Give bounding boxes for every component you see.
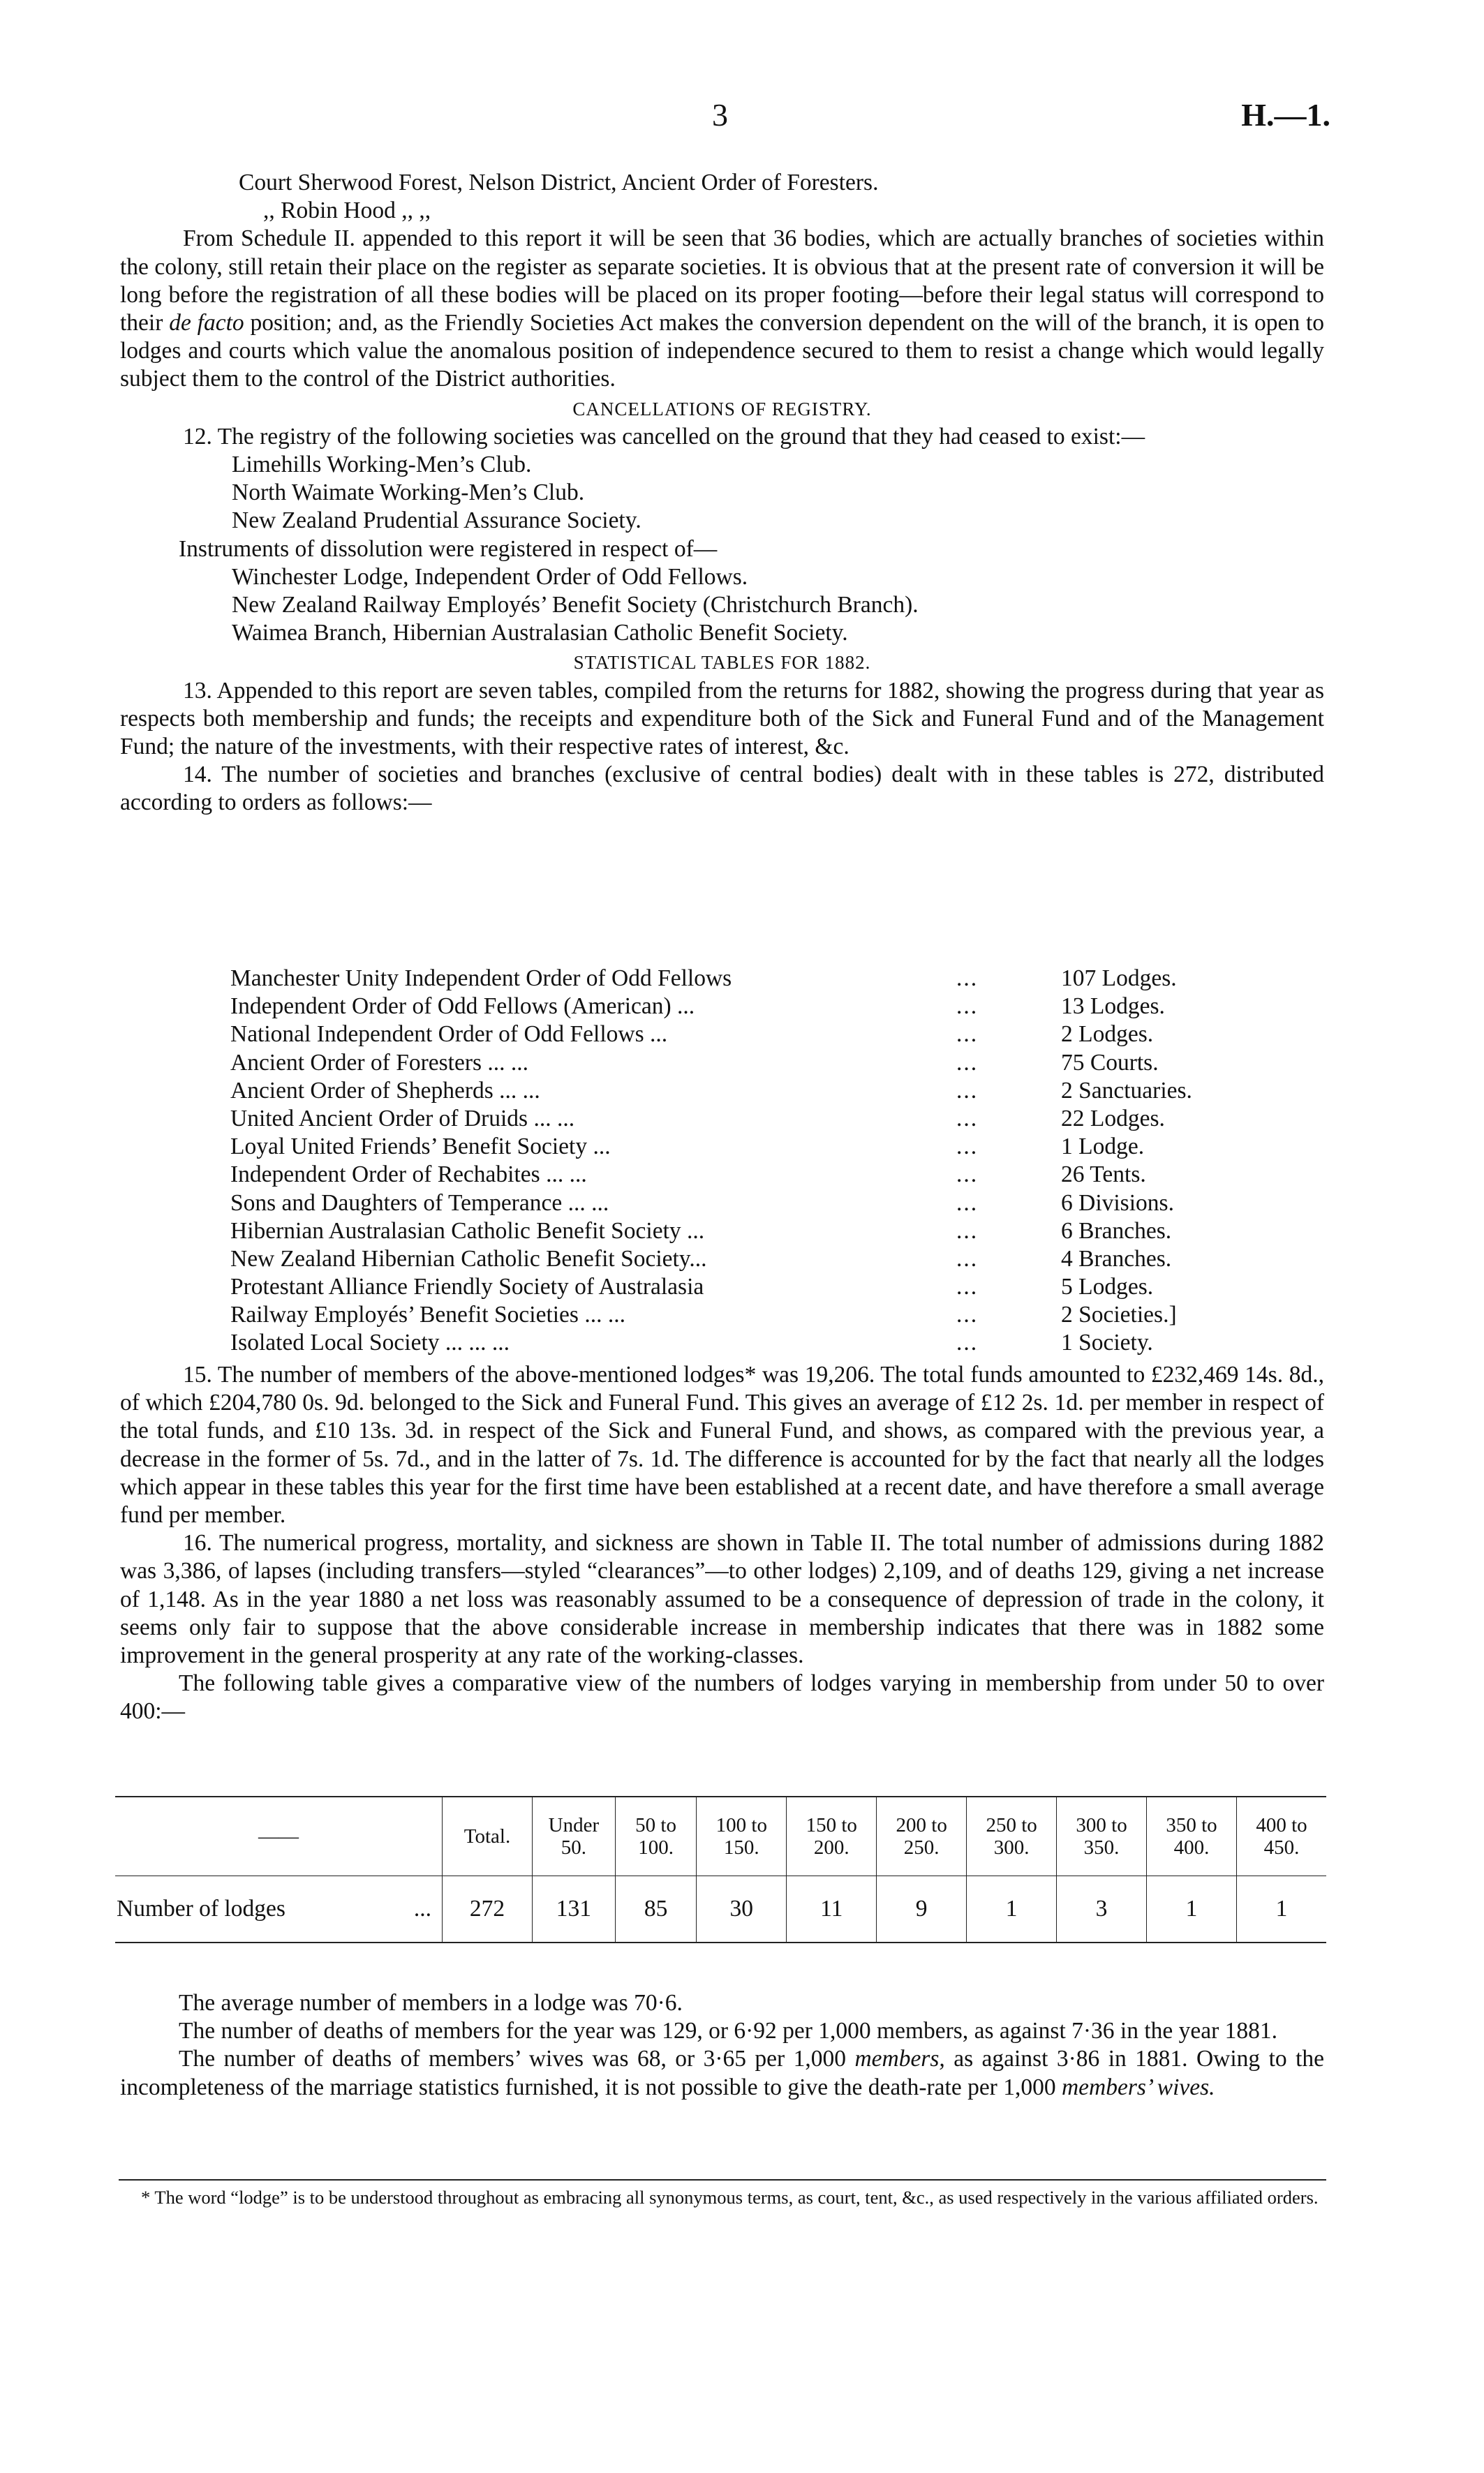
footnote: * The word “lodge” is to be understood throughout as embracing all synonymous terms, as court, tent, &c., as used respectively in the various affiliated orders. (141, 2187, 1319, 2208)
table-cell: 1 (967, 1876, 1057, 1943)
row-label: Number of lodges ... (117, 1896, 431, 1922)
paragraphs-15-16 (120, 1361, 1324, 1726)
table-intro: The following table gives a comparative view of the numbers of lodges varying in membership from under 50 to over 400:— (120, 1670, 1324, 1725)
table-row (115, 1876, 1326, 1943)
statistical-heading: STATISTICAL TABLES FOR 1882. (573, 652, 871, 674)
column-header: 100 to 150. (697, 1797, 787, 1876)
paragraph-16: 16. The numerical progress, mortality, and sickness are shown in Table II. The total number of admissions during 1882 was 3,386, of lapses (including transfers—styled “clearances”—to other lodges) 2,109, and of deaths 129, giving a net increase of 1,148. As in the year 1880 a net loss was reasonably assumed to be a consequence of depression of trade in the colony, it seems only fair to suppose that the above considerable increase in membership indicates that there was in 1882 some improvement in the general prosperity at any rate of the working-classes. (120, 1530, 1324, 1669)
footnote-divider (119, 2179, 1326, 2181)
table-cell: 85 (615, 1876, 696, 1943)
intro-line: Court Sherwood Forest, Nelson District, Ancient Order of Foresters. (239, 170, 879, 195)
intro-line: ,, Robin Hood ,, ,, (263, 198, 431, 224)
paragraph-13: 13. Appended to this report are seven tables, compiled from the returns for 1882, showing the progress during that year as respects both membership and funds; the receipts and expenditure both of the Sick and Funeral Fund and of the Management Fund; the nature of the investments, with their respective rates of interest, &c. (120, 677, 1324, 760)
list-item: Winchester Lodge, Independent Order of Odd Fellows. (232, 563, 748, 590)
post-table-block (120, 1989, 1324, 2102)
paragraph-12: 12. The registry of the following societies was cancelled on the ground that they had ceased to exist:— (183, 423, 1145, 450)
column-header: 50 to 100. (615, 1797, 696, 1876)
deaths-members: The number of deaths of members for the year was 129, or 6·92 per 1,000 members, as against 7·36 in the year 1881. (179, 2018, 1278, 2044)
lodges-membership-table (115, 1796, 1326, 1943)
column-header: Total. (443, 1797, 533, 1876)
column-header: 200 to 250. (877, 1797, 967, 1876)
table-cell: 1 (1147, 1876, 1237, 1943)
document-page: 3 H.—1. Court Sherwood Forest, Nelson District, Ancient Order of Foresters. ,, Robin Hood ,, ,, From Schedule II. appended to this report it will be seen that 36 bodies, which are actually branches of societies within the colony, still retain their place on the register as separate societies. It is obvious that at the present rate of conversion it will be long before the registration of all these bodies will be placed on its proper footing—before their legal status will correspond to their de facto position; and, as the Friendly Societies Act makes the conversion dependent on the will of the branch, it is open to lodges and courts which value the anomalous position of independence secured to them to resist a change which would legally subject them to the control of the District authorities. CANCELLATIONS OF REGISTRY. 12. The registry of the following societies was cancelled on the ground that they had ceased to exist:— Limehills Working-Men’s Club. North Waimate Working-Men’s Club. New Zealand Prudential Assurance Society. Instruments of dissolution were registered in respect of— Winchester Lodge, Independent Order of Odd Fellows. New Zealand Railway Employés’ Benefit Society (Christchurch Branch). Waimea Branch, Hibernian Australasian Catholic Benefit Society. STATISTICAL TABLES FOR 1882. 13. Appended to this report are seven tables, compiled from the returns for 1882, showing the progress during that year as respects both membership and funds; the receipts and expenditure both of the Sick and Funeral Fund and of the Management Fund; the nature of the investments, with their respective rates of interest, &c. 14. The number of societies and branches (exclusive of central bodies) dealt with in these tables is 272, distributed according to orders as follows:— Manchester Unity Independent Order of Odd Fellows ... 107 Lodges. Independent Order of Odd Fellows (American) ... ... 13 Lodges. National Independent Order of Odd Fellows ... ... 2 Lodges. Ancient Order of Foresters ... ... ... 75 Courts. Ancient Order of Shepherds ... ... ... 2 Sanctuaries. United Ancient Order of Druids ... ... ... 22 Lodges. Loyal United Friends’ Benefit Society ... ... 1 Lodge. Independent Order of Rechabites ... ... ... 26 Tents. Sons and Daughters of Temperance ... ... ... 6 Divisions. Hibernian Australasian Catholic Benefit Society ... ... 6 Branches. New Zealand Hibernian Catholic Benefit Society... ... 4 Branches. Protestant Alliance Friendly Society of Australasia ... 5 Lodges. Railway Employés’ Benefit Societies ... ... ... 2 Societies.] Isolated Local Society ... ... ... ... 1 Society. 15. The number of members of the above-mentioned lodges* was 19,206. The total funds amounted to £232,469 14s. 8d., of which £204,780 0s. 9d. belonged to the Sick and Funeral Fund. This gives an average of £12 2s. 1d. per member in respect of the total funds, and £10 13s. 3d. in respect of the Sick and Funeral Fund, and shows, as compared with the previous year, a decrease in the former of 5s. 7d., and in the latter of 7s. 1d. The difference is accounted for by the fact that nearly all the lodges which appear in these tables this year for the first time have been established at a recent date, and have therefore a small average fund per member. 16. The numerical progress, mortality, and sickness are shown in Table II. The total number of admissions during 1882 was 3,386, of lapses (including transfers—styled “clearances”—to other lodges) 2,109, and of deaths 129, giving a net increase of 1,148. As in the year 1880 a net loss was reasonably assumed to be a consequence of depression of trade in the colony, it seems only fair to suppose that the above considerable increase in membership indicates that there was in 1882 some improvement in the general prosperity at any rate of the working-classes. The following table gives a comparative view of the numbers of lodges varying in membership from under 50 to over 400:— —— Total. Under 50. 50 to 100. 100 to 150. 150 to 200. 200 to 250. 250 to 300. 300 to 350. 350 to 400. 400 to 450. Number of lodges ... 272 131 85 30 11 9 1 3 1 1 The average number of members in a lodge was 70·6. The number of deaths of members for the year was 129, or 6·92 per 1,000 members, as against 7·36 in the year 1881. The number of deaths of members’ wives was 68, or 3·65 per 1,000 members, as against 3·86 in 1881. Owing to the incompleteness of the marriage statistics furnished, it is not possible to give the death-rate per 1,000 members’ wives. * The word “lodge” is to be understood throughout as embracing all synonymous terms, as court, tent, &c., as used respectively in the various affiliated orders. (117, 97, 1330, 2208)
average-members: The average number of members in a lodge was 70·6. (179, 1990, 683, 2016)
table-header-row (115, 1797, 1326, 1876)
column-header: 150 to 200. (787, 1797, 877, 1876)
table-cell: 272 (443, 1876, 533, 1943)
list-item: New Zealand Railway Employés’ Benefit Society (Christchurch Branch). (232, 592, 919, 618)
paragraph-15: 15. The number of members of the above-mentioned lodges* was 19,206. The total funds amounted to £232,469 14s. 8d., of which £204,780 0s. 9d. belonged to the Sick and Funeral Fund. This gives an average of £12 2s. 1d. per member in respect of the total funds, and £10 13s. 3d. in respect of the Sick and Funeral Fund, and shows, as compared with the previous year, a decrease in the former of 5s. 7d., and in the latter of 7s. 1d. The difference is accounted for by the fact that nearly all the lodges which appear in these tables this year for the first time have been established at a recent date, and have therefore a small average fund per member. (120, 1362, 1324, 1529)
list-item: North Waimate Working-Men’s Club. (232, 480, 585, 506)
list-item: New Zealand Prudential Assurance Society. (232, 507, 641, 534)
cancellations-heading: CANCELLATIONS OF REGISTRY. (572, 398, 872, 419)
dissolved-list (120, 563, 1324, 648)
column-header: 400 to 450. (1236, 1797, 1326, 1876)
table-cell: 9 (877, 1876, 967, 1943)
table-cell: 3 (1057, 1876, 1147, 1943)
list-item: Limehills Working-Men’s Club. (232, 452, 532, 478)
column-header: 250 to 300. (967, 1797, 1057, 1876)
table-cell: 1 (1236, 1876, 1326, 1943)
intro-block (120, 169, 1324, 817)
column-header: 350 to 400. (1147, 1797, 1237, 1876)
table-cell: 131 (533, 1876, 616, 1943)
paragraph-14: 14. The number of societies and branches (exclusive of central bodies) dealt with in these tables is 272, distributed according to orders as follows:— (120, 762, 1324, 816)
cancelled-list (120, 451, 1324, 535)
dissolution-intro: Instruments of dissolution were registered in respect of— (179, 535, 718, 562)
column-header: —— (115, 1797, 443, 1876)
schedule-paragraph: From Schedule II. appended to this report it will be seen that 36 bodies, which are actually branches of societies within the colony, still retain their place on the register as separate societies. It is obvious that at the present rate of conversion it will be long before the registration of all these bodies will be placed on its proper footing—before their legal status will correspond to their de facto position; and, as the Friendly Societies Act makes the conversion dependent on the will of the branch, it is open to lodges and courts which value the anomalous position of independence secured to them to resist a change which would legally subject them to the control of the District authorities. (120, 225, 1324, 392)
column-header: 300 to 350. (1057, 1797, 1147, 1876)
page-number: 3 (712, 97, 728, 133)
table-cell: 30 (697, 1876, 787, 1943)
document-code: H.—1. (1241, 97, 1330, 133)
deaths-wives: The number of deaths of members’ wives was 68, or 3·65 per 1,000 members, as against 3·86 in 1881. Owing to the incompleteness of the marriage statistics furnished, it is not possible to give the death-rate per 1,000 members’ wives. (120, 2046, 1325, 2100)
column-header: Under 50. (533, 1797, 616, 1876)
table-cell: 11 (787, 1876, 877, 1943)
list-item: Waimea Branch, Hibernian Australasian Catholic Benefit Society. (232, 620, 848, 646)
